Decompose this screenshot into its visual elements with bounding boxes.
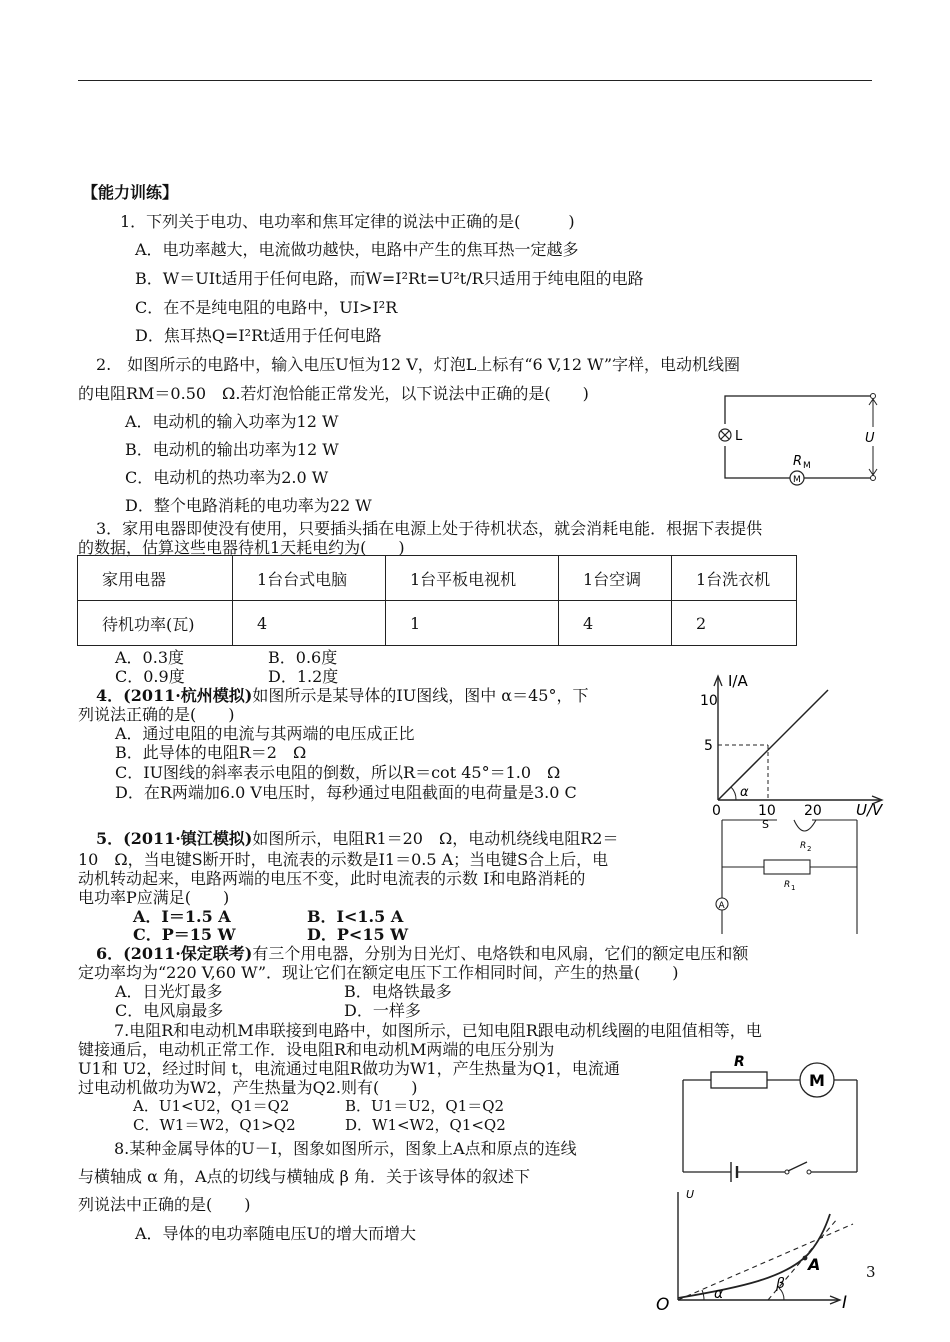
svg-text:M: M <box>809 1071 825 1090</box>
ammeter-icon <box>716 898 728 911</box>
point-a-label: A <box>808 1255 821 1274</box>
motor-icon <box>790 471 804 485</box>
table-cell: 1台空调 <box>559 556 672 601</box>
q6-option-d: D．一样多 <box>344 1001 421 1020</box>
q8-stem-line2: 与横轴成 α 角，A点的切线与横轴成 β 角．关于该导体的叙述下 <box>78 1167 530 1186</box>
beta-label: β <box>776 1276 785 1292</box>
q7-stem-line2: 键接通后，电动机正常工作．设电阻R和电动机M两端的电压分别为 <box>78 1040 555 1059</box>
q7-stem-line1: 7.电阻R和电动机M串联接到电路中，如图所示，已知电阻R跟电动机线圈的电阻值相等，电 <box>114 1021 762 1040</box>
y-mark-label: 5 <box>704 738 713 754</box>
table-row <box>78 601 797 646</box>
q3-option-d: D．1.2度 <box>268 667 339 686</box>
q2-circuit-diagram <box>715 392 885 492</box>
q3-stem-line2: 的数据，估算这些电器待机1天耗电约为( ) <box>78 538 405 557</box>
table-cell: 4 <box>559 601 672 646</box>
x-axis-label: I <box>842 1293 848 1313</box>
y-tick-label: 10 <box>700 693 718 709</box>
q8-option-a: A．导体的电功率随电压U的增大而增大 <box>135 1224 417 1243</box>
q4-option-b: B．此导体的电阻R＝2 Ω <box>115 743 307 762</box>
q1-option-b: B．W＝UIt适用于任何电路，而W=I²Rt=U²t/R只适用于纯电阻的电路 <box>135 269 644 288</box>
alpha-label: α <box>714 1286 724 1302</box>
q6-option-b: B．电烙铁最多 <box>344 982 452 1001</box>
q2-option-c: C．电动机的热功率为2.0 W <box>125 468 329 487</box>
table-cell: 4 <box>233 601 386 646</box>
q4-iu-graph <box>700 668 900 819</box>
r1-label-sub: 1 <box>791 884 796 892</box>
q4-option-a: A．通过电阻的电流与其两端的电压成正比 <box>115 724 415 743</box>
motor-label-sub: M <box>803 461 811 471</box>
q2-option-a: A．电动机的输入功率为12 W <box>125 412 339 431</box>
header-rule <box>78 80 872 81</box>
q4-stem-line2: 列说法正确的是( ) <box>78 705 235 724</box>
q3-option-c: C．0.9度 <box>115 667 185 686</box>
q8-stem-line3: 列说法中正确的是( ) <box>78 1195 251 1214</box>
q7-option-c: C．W1＝W2，Q1>Q2 <box>133 1116 296 1134</box>
x-axis-label: U/V <box>856 801 883 819</box>
svg-text:M: M <box>793 475 801 485</box>
q5-option-d: D．P<15 W <box>307 925 409 944</box>
q4-source: 4．(2011·杭州模拟) <box>96 686 253 705</box>
q5-option-a: A．I＝1.5 A <box>133 907 231 926</box>
y-axis-label: I/A <box>728 672 748 690</box>
q6-option-a: A．日光灯最多 <box>115 982 223 1001</box>
q3-option-b: B．0.6度 <box>268 648 338 667</box>
q1-option-c: C．在不是纯电阻的电路中，UI>I²R <box>135 298 398 317</box>
standby-power-table <box>77 555 797 646</box>
q5-option-b: B．I<1.5 A <box>307 907 404 926</box>
q1-stem: 1．下列关于电功、电功率和焦耳定律的说法中正确的是( ) <box>120 212 575 231</box>
r2-label-sub: 2 <box>807 845 812 853</box>
origin-label: 0 <box>712 803 721 819</box>
q6-stem-line2: 定功率均为“220 V,60 W”．现让它们在额定电压下工作相同时间，产生的热量( ) <box>78 963 679 982</box>
q3-stem-line1: 3．家用电器即使没有使用，只要插头插在电源上处于待机状态，就会消耗电能．根据下表提供 <box>96 519 763 538</box>
table-cell: 待机功率(瓦) <box>78 601 233 646</box>
q7-option-a: A．U1<U2，Q1＝Q2 <box>133 1097 290 1115</box>
q2-stem-line1: 2. 如图所示的电路中，输入电压U恒为12 V，灯泡L上标有“6 V,12 W”字样，电动机线圈 <box>96 355 741 374</box>
x-tick-label: 20 <box>804 803 822 819</box>
q5-stem-line4: 电功率P应满足( ) <box>78 888 230 907</box>
table-cell: 1台平板电视机 <box>386 556 559 601</box>
q4-stem-text: 如图所示是某导体的IU图线，图中 α＝45°，下 <box>252 686 589 705</box>
origin-label: O <box>656 1295 670 1315</box>
table-cell: 家用电器 <box>78 556 233 601</box>
r1-label: R <box>784 880 791 890</box>
motor-icon <box>800 1063 834 1097</box>
q5-option-c: C．P＝15 W <box>133 925 236 944</box>
motor-label: R <box>793 454 803 469</box>
q8-ui-graph <box>648 1188 858 1315</box>
q6-option-c: C．电风扇最多 <box>115 1001 224 1020</box>
q1-option-d: D．焦耳热Q=I²Rt适用于任何电路 <box>135 326 382 345</box>
svg-text:A: A <box>718 901 725 911</box>
q4-option-c: C．IU图线的斜率表示电阻的倒数，所以R＝cot 45°＝1.0 Ω <box>115 763 561 782</box>
q5-stem-line1 <box>96 826 618 849</box>
q2-option-d: D．整个电路消耗的电功率为22 W <box>125 496 372 515</box>
q8-stem-line1: 8.某种金属导体的U－I，图象如图所示，图象上A点和原点的连线 <box>114 1139 577 1158</box>
r2-label: R <box>800 841 807 851</box>
voltage-label: U <box>865 431 875 446</box>
q4-option-d: D．在R两端加6.0 V电压时，每秒通过电阻截面的电荷量是3.0 C <box>115 783 577 802</box>
q5-source: 5．(2011·镇江模拟) <box>96 829 253 848</box>
q7-stem-line4: 过电动机做功为W2，产生热量为Q2.则有( ) <box>78 1078 418 1097</box>
table-cell: 2 <box>672 601 797 646</box>
table-cell: 1台台式电脑 <box>233 556 386 601</box>
q5-stem-text: 如图所示，电阻R1＝20 Ω，电动机绕线电阻R2＝ <box>252 829 619 848</box>
y-axis-label: U <box>686 1188 695 1201</box>
q5-stem-line2: 10 Ω，当电键S断开时，电流表的示数是I1＝0.5 A；当电键S合上后，电 <box>78 850 609 869</box>
q7-option-b: B．U1＝U2，Q1＝Q2 <box>345 1097 505 1115</box>
table-header-row <box>78 556 797 601</box>
x-tick-label: 10 <box>758 803 776 819</box>
angle-label: α <box>740 785 749 800</box>
q7-circuit-diagram <box>675 1052 865 1180</box>
q1-option-a: A．电功率越大，电流做功越快，电路中产生的焦耳热一定越多 <box>135 240 579 259</box>
section-title: 【能力训练】 <box>82 183 179 202</box>
table-cell: 1台洗衣机 <box>672 556 797 601</box>
q7-stem-line3: U1和 U2，经过时间 t，电流通过电阻R做功为W1，产生热量为Q1，电流通 <box>78 1059 620 1078</box>
q6-stem-text: 有三个用电器，分别为日光灯、电烙铁和电风扇，它们的额定电压和额 <box>252 944 749 963</box>
resistor-label: R <box>734 1054 745 1070</box>
q5-stem-line3: 动机转动起来，电路两端的电压不变，此时电流表的示数 I和电路消耗的 <box>78 869 586 888</box>
q3-option-a: A．0.3度 <box>115 648 185 667</box>
q7-option-d: D．W1<W2，Q1<Q2 <box>345 1116 506 1134</box>
q2-stem-line2: 的电阻RM＝0.50 Ω.若灯泡恰能正常发光，以下说法中正确的是( ) <box>78 384 589 403</box>
q2-option-b: B．电动机的输出功率为12 W <box>125 440 339 459</box>
page-number: 3 <box>866 1263 876 1281</box>
table-cell: 1 <box>386 601 559 646</box>
q5-circuit-diagram <box>712 812 872 940</box>
lamp-label: L <box>735 429 743 444</box>
switch-label: S <box>762 818 769 831</box>
q6-source: 6．(2011·保定联考) <box>96 944 253 963</box>
lamp-icon <box>719 429 731 441</box>
